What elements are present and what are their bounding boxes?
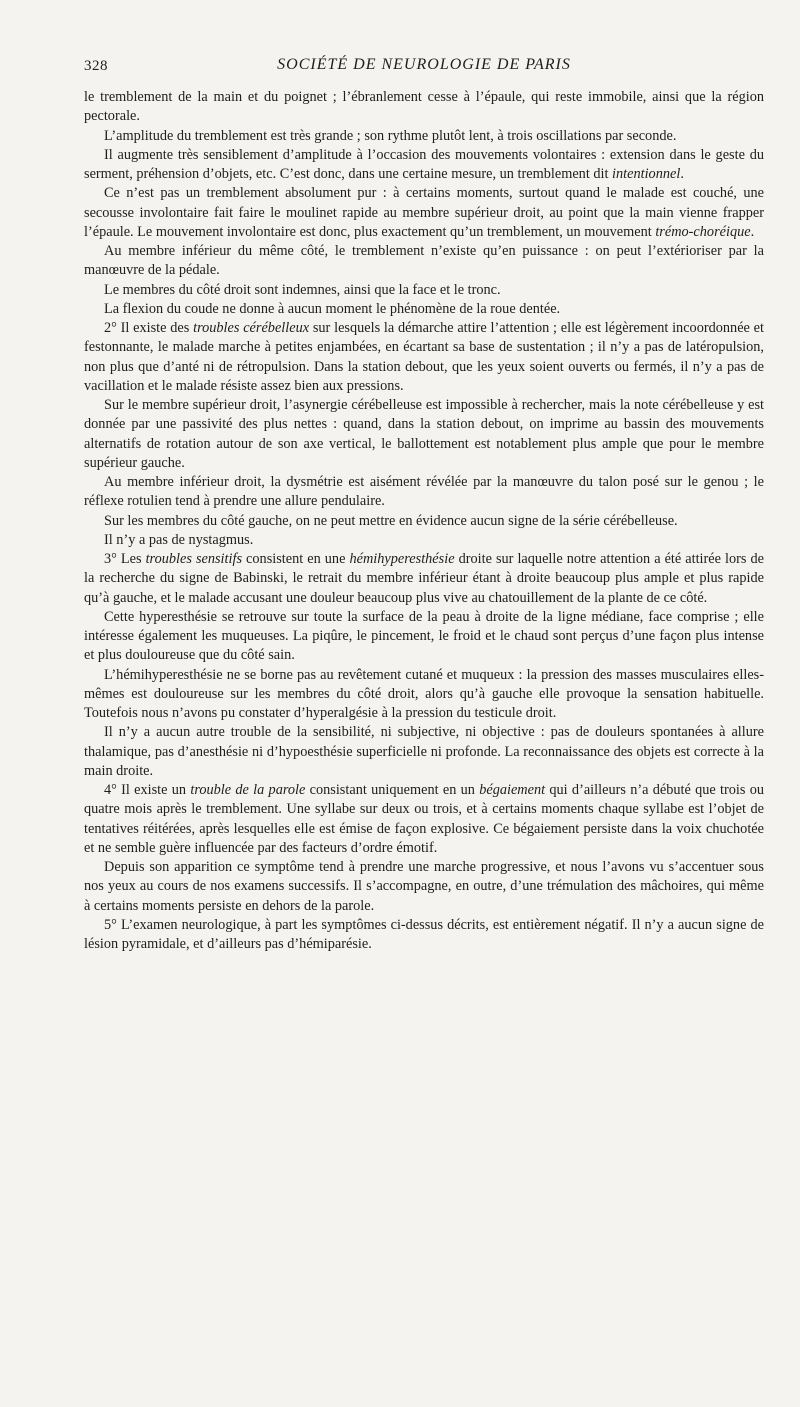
text-run: consistent en une (242, 551, 350, 567)
paragraph (84, 550, 764, 608)
text-run: Depuis son apparition ce symptôme tend à prendre une marche progressive, et nous l’avons vu s’accentuer sous nos yeux au cours de nos examens successifs. Il s’accompagne, en outre, d’une trémulation des mâchoires, qui même à certains moments persiste en dehors de la parole. (84, 859, 764, 914)
text-run: . (750, 223, 755, 240)
paragraph (84, 531, 764, 550)
text-run: 3° Les (104, 551, 146, 567)
text-run: . (680, 166, 684, 182)
paragraph (84, 858, 764, 916)
text-run: Au membre inférieur du même côté, le tremblement n’existe qu’en puissance : on peut l’extérioriser par la manœuvre de la pédale. (84, 243, 764, 279)
paragraph (84, 781, 764, 858)
text-run: Il n’y a pas de nystagmus. (104, 531, 254, 548)
text-run: consistant uniquement en un (305, 782, 480, 798)
paragraph (84, 88, 764, 127)
text-run: droite sur laquelle notre attention a été attirée lors de la recherche du signe de Babinski, le retrait du membre inférieur étant à droite beaucoup plus ample et plus rapide qu’à gauche, et le malade accusant une douleur beaucoup plus vive au chatouillement de la plante de ce côté. (84, 551, 764, 606)
text-run: L’hémihyperesthésie ne se borne pas au revêtement cutané et muqueux : la pression des masses musculaires elles-mêmes est douloureuse sur les membres du côté droit, alors qu’à gauche elle provoque la sensation habituelle. Toutefois nous n’avons pu constater d’hyperalgésie à la pression du testicule droit. (84, 666, 764, 721)
paragraph (84, 723, 764, 781)
page-number: 328 (84, 58, 108, 74)
paragraph (84, 608, 764, 666)
paragraph (84, 300, 764, 319)
body-text (84, 88, 764, 954)
italic-text: trouble de la parole (190, 782, 306, 798)
text-run: le tremblement de la main et du poignet ; l’ébranlement cesse à l’épaule, qui reste immobile, ainsi que la région pectorale. (84, 89, 764, 125)
text-run: Au membre inférieur droit, la dysmétrie est aisément révélée par la manœuvre du talon posé sur le genou ; le réflexe rotulien tend à prendre une allure pendulaire. (84, 474, 764, 510)
text-run: Il n’y a aucun autre trouble de la sensibilité, ni subjective, ni objective : pas de douleurs spontanées à allure thalamique, pas d’anesthésie ni d’hypoesthésie superficielle ni profonde. La reconnaissance des objets est correcte à la main droite. (84, 724, 764, 779)
paragraph (84, 184, 764, 242)
italic-text: intentionnel (612, 166, 681, 182)
italic-text: bégaiement (479, 782, 546, 798)
paragraph (84, 127, 764, 146)
page-header (84, 50, 764, 80)
paragraph (84, 146, 764, 185)
text-run: Ce n’est pas un tremblement absolument pur : à certains moments, surtout quand le malade est couché, une secousse involontaire fait faire le moulinet rapide au membre supérieur droit, au point que la main vienne frapper l’épaule. Le mouvement involontaire est donc, plus exactement qu’un tremblement, un mouvement (84, 185, 764, 240)
text-run: sur lesquels la démarche attire l’attention ; elle est légèrement incoordonnée et festonnante, le malade marche à petites enjambées, en écartant sa base de sustentation ; il n’y a pas de latéropulsion, non plus que d’anté ni de rétropulsion. Dans la station debout, que les yeux soient ouverts ou fermés, il n’y a pas de vacillation et le malade résiste assez bien aux pressions. (84, 320, 764, 394)
italic-text: hémihyperesthésie (349, 551, 455, 567)
text-run: Sur le membre supérieur droit, l’asynergie cérébelleuse est impossible à rechercher, mais la note cérébelleuse y est donnée par une passivité des plus nettes : quand, dans la station debout, on imprime au bassin des mouvements alternatifs de rotation autour de son axe vertical, le ballottement est notablement plus ample que pour le membre supérieur gauche. (84, 397, 764, 471)
paragraph (84, 281, 764, 300)
italic-text: trémo-choréique (655, 223, 751, 240)
text-run: Cette hyperesthésie se retrouve sur toute la surface de la peau à droite de la ligne médiane, face comprise ; elle intéresse également les muqueuses. La piqûre, le pincement, le froid et le chaud sont perçus d’une façon plus intense et plus douloureuse que du côté sain. (84, 608, 764, 664)
text-run: L’amplitude du tremblement est très grande ; son rythme plutôt lent, à trois oscillations par seconde. (104, 127, 677, 144)
paragraph (84, 473, 764, 512)
text-run: 2° Il existe des (104, 320, 194, 336)
text-run: qui d’ailleurs n’a débuté que trois ou quatre mois après le tremblement. Une syllabe sur deux ou trois, et à certains moments chaque syllabe est l’objet de tentatives réitérées, après lesquelles elle est émise de façon explosive. Ce bégaiement persiste dans la voix chuchotée et ne semble guère influencée par des facteurs d’ordre émotif. (84, 782, 765, 856)
italic-text: troubles sensitifs (145, 551, 243, 567)
paragraph (84, 396, 764, 473)
running-title: SOCIÉTÉ DE NEUROLOGIE DE PARIS (277, 56, 571, 73)
paragraph (84, 916, 764, 955)
text-run: La flexion du coude ne donne à aucun moment le phénomène de la roue dentée. (104, 300, 561, 317)
text-run: Sur les membres du côté gauche, on ne peut mettre en évidence aucun signe de la série cérébelleuse. (104, 512, 678, 529)
text-run: 5° L’examen neurologique, à part les symptômes ci-dessus décrits, est entièrement négatif. Il n’y a aucun signe de lésion pyramidale, et d’ailleurs pas d’hémiparésie. (84, 916, 764, 952)
paragraph (84, 512, 764, 531)
text-run: Il augmente très sensiblement d’amplitude à l’occasion des mouvements volontaires : extension dans le geste du serment, préhension d’objets, etc. C’est donc, dans une certaine mesure, un tremblement dit (84, 146, 764, 182)
italic-text: troubles cérébelleux (193, 320, 310, 336)
paragraph (84, 319, 764, 396)
text-run: Le membres du côté droit sont indemnes, ainsi que la face et le tronc. (104, 281, 501, 298)
text-run: 4° Il existe un (104, 782, 191, 798)
paragraph (84, 242, 764, 281)
paragraph (84, 666, 764, 724)
